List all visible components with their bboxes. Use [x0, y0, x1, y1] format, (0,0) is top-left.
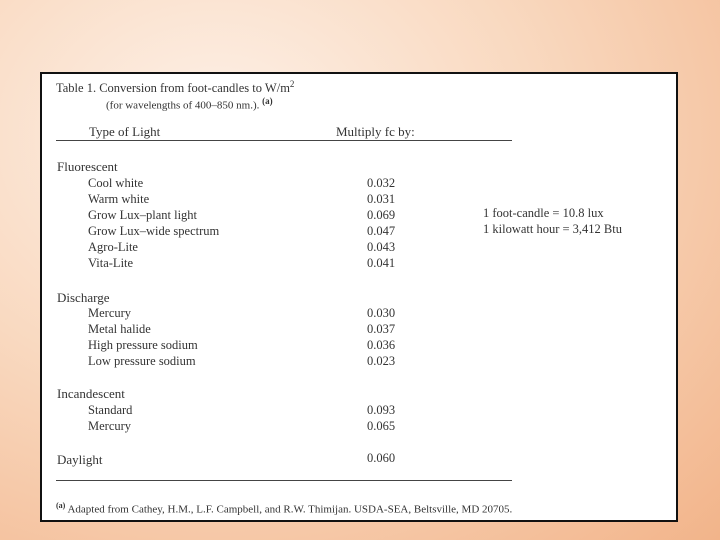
scanned-table-document — [42, 74, 676, 520]
row-value: 0.093 — [367, 403, 396, 417]
conversion-note: 1 foot-candle = 10.8 lux — [483, 206, 604, 220]
group-label: Incandescent — [57, 386, 125, 401]
row-name: Metal halide — [88, 322, 151, 336]
table-subtitle-text: (for wavelengths of 400–850 nm.). — [106, 99, 263, 112]
row-value: 0.031 — [367, 192, 396, 206]
row-name: Mercury — [88, 306, 132, 320]
row-value: 0.043 — [367, 240, 396, 254]
row-name: Vita-Lite — [88, 256, 134, 270]
row-value: 0.032 — [367, 176, 396, 190]
row-value: 0.023 — [367, 354, 396, 368]
footnote-mark: (a) — [56, 501, 66, 510]
row-name: Warm white — [88, 192, 150, 206]
footnote-text: Adapted from Cathey, H.M., L.F. Campbell, and R.W. Thimijan. USDA-SEA, Beltsville, MD 20705. — [65, 503, 513, 516]
row-value: 0.069 — [367, 208, 396, 222]
group-label: Discharge — [57, 290, 110, 305]
footnote — [56, 499, 512, 517]
row-name: High pressure sodium — [88, 338, 198, 352]
row-value: 0.036 — [367, 338, 396, 352]
bottom-rule — [56, 480, 512, 481]
conversion-note: 1 kilowatt hour = 3,412 Btu — [483, 222, 622, 236]
slide-frame — [40, 72, 678, 522]
row-value: 0.047 — [367, 224, 396, 238]
row-value: 0.037 — [367, 322, 396, 336]
row-name: Grow Lux–wide spectrum — [88, 224, 220, 238]
row-name: Low pressure sodium — [88, 354, 196, 368]
table-title — [56, 77, 294, 95]
row-name: Standard — [88, 403, 133, 417]
group-label: Fluorescent — [57, 159, 118, 174]
row-value: 0.041 — [367, 256, 396, 270]
row-value: 0.065 — [367, 419, 396, 433]
subtitle-footnote-mark: (a) — [262, 96, 273, 106]
column-header-multiply: Multiply fc by: — [336, 124, 415, 139]
group-label: Daylight — [57, 452, 103, 467]
title-superscript: 2 — [289, 79, 295, 89]
row-name: Cool white — [88, 176, 144, 190]
table-title-text: Table 1. Conversion from foot-candles to W/m — [56, 81, 290, 96]
row-value: 0.030 — [367, 306, 396, 320]
table-subtitle — [106, 94, 273, 113]
column-header-type: Type of Light — [89, 124, 161, 139]
row-name: Grow Lux–plant light — [88, 208, 198, 222]
header-rule — [56, 140, 512, 141]
row-name: Agro-Lite — [88, 240, 138, 254]
row-value: 0.060 — [367, 451, 396, 465]
row-name: Mercury — [88, 419, 132, 433]
